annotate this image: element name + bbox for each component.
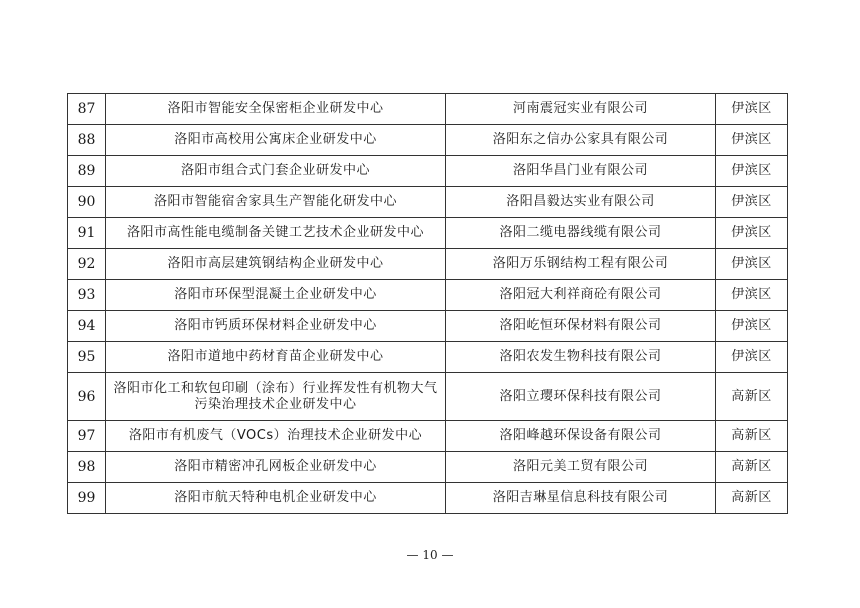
table-row: [68, 249, 788, 280]
company-name: 洛阳华昌门业有限公司: [446, 156, 716, 187]
row-number: 89: [68, 156, 106, 187]
company-name: 洛阳峰越环保设备有限公司: [446, 421, 716, 452]
row-number: 95: [68, 342, 106, 373]
row-number: 98: [68, 452, 106, 483]
row-number: 87: [68, 94, 106, 125]
rd-center-name: 洛阳市钙质环保材料企业研发中心: [106, 311, 446, 342]
rd-center-name: 洛阳市高性能电缆制备关键工艺技术企业研发中心: [106, 218, 446, 249]
district: 伊滨区: [716, 187, 788, 218]
district: 高新区: [716, 483, 788, 514]
row-number: 99: [68, 483, 106, 514]
table-row: [68, 342, 788, 373]
district: 伊滨区: [716, 311, 788, 342]
row-number: 90: [68, 187, 106, 218]
district: 高新区: [716, 452, 788, 483]
row-number: 92: [68, 249, 106, 280]
enterprise-rd-center-table: [67, 93, 788, 514]
district: 高新区: [716, 373, 788, 421]
table-row: [68, 373, 788, 421]
district: 伊滨区: [716, 94, 788, 125]
rd-center-name: 洛阳市道地中药材育苗企业研发中心: [106, 342, 446, 373]
company-name: 洛阳立璎环保科技有限公司: [446, 373, 716, 421]
table-row: [68, 94, 788, 125]
table-row: [68, 156, 788, 187]
table-row: [68, 311, 788, 342]
company-name: 洛阳二缆电器线缆有限公司: [446, 218, 716, 249]
district: 高新区: [716, 421, 788, 452]
page-number: — 10 —: [406, 548, 454, 562]
table-row: [68, 125, 788, 156]
company-name: 洛阳元美工贸有限公司: [446, 452, 716, 483]
district: 伊滨区: [716, 156, 788, 187]
company-name: 洛阳农发生物科技有限公司: [446, 342, 716, 373]
rd-center-name: 洛阳市智能宿舍家具生产智能化研发中心: [106, 187, 446, 218]
rd-center-name: 洛阳市组合式门套企业研发中心: [106, 156, 446, 187]
company-name: 洛阳东之信办公家具有限公司: [446, 125, 716, 156]
table-row: [68, 421, 788, 452]
company-name: 洛阳昌毅达实业有限公司: [446, 187, 716, 218]
company-name: 洛阳屹恒环保材料有限公司: [446, 311, 716, 342]
district: 伊滨区: [716, 218, 788, 249]
rd-center-name: 洛阳市精密冲孔网板企业研发中心: [106, 452, 446, 483]
rd-center-name: 洛阳市化工和软包印刷（涂布）行业挥发性有机物大气污染治理技术企业研发中心: [106, 373, 446, 421]
company-name: 洛阳吉琳星信息科技有限公司: [446, 483, 716, 514]
row-number: 94: [68, 311, 106, 342]
row-number: 96: [68, 373, 106, 421]
rd-center-name: 洛阳市高校用公寓床企业研发中心: [106, 125, 446, 156]
rd-center-name: 洛阳市环保型混凝土企业研发中心: [106, 280, 446, 311]
rd-center-name: 洛阳市航天特种电机企业研发中心: [106, 483, 446, 514]
table-row: [68, 483, 788, 514]
table-row: [68, 280, 788, 311]
row-number: 91: [68, 218, 106, 249]
district: 伊滨区: [716, 342, 788, 373]
district: 伊滨区: [716, 249, 788, 280]
company-name: 洛阳万乐钢结构工程有限公司: [446, 249, 716, 280]
company-name: 河南震冠实业有限公司: [446, 94, 716, 125]
row-number: 97: [68, 421, 106, 452]
row-number: 93: [68, 280, 106, 311]
company-name: 洛阳冠大利祥商砼有限公司: [446, 280, 716, 311]
table-row: [68, 187, 788, 218]
district: 伊滨区: [716, 280, 788, 311]
rd-center-name: 洛阳市高层建筑钢结构企业研发中心: [106, 249, 446, 280]
table-row: [68, 218, 788, 249]
rd-center-name: 洛阳市有机废气（VOCs）治理技术企业研发中心: [106, 421, 446, 452]
table-row: [68, 452, 788, 483]
district: 伊滨区: [716, 125, 788, 156]
row-number: 88: [68, 125, 106, 156]
rd-center-name: 洛阳市智能安全保密柜企业研发中心: [106, 94, 446, 125]
